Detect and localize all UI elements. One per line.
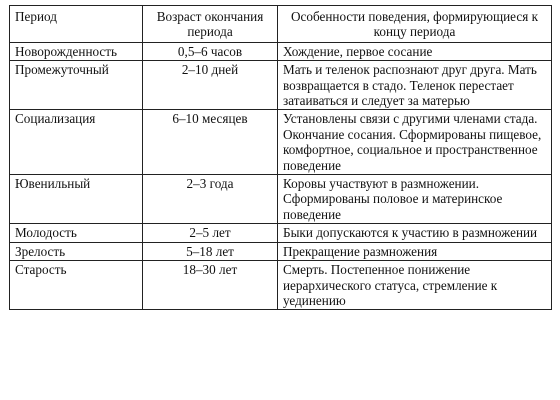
behavior-periods-table: [9, 5, 552, 310]
age-cell: 6–10 месяцев: [143, 110, 278, 175]
behavior-cell: Смерть. Постепенное понижение иерархического статуса, стремление к уединению: [278, 261, 552, 310]
behavior-cell: Установлены связи с другими членами стада. Окончание сосания. Сформированы пищевое, комфортное, социальное и пространственное поведение: [278, 110, 552, 175]
age-cell: 5–18 лет: [143, 242, 278, 260]
header-end-age: Возраст окончания периода: [143, 6, 278, 43]
behavior-cell: Коровы участвуют в размножении. Сформированы половое и материнское поведение: [278, 175, 552, 224]
age-cell: 2–10 дней: [143, 61, 278, 110]
period-cell: Старость: [10, 261, 143, 310]
period-cell: Социализация: [10, 110, 143, 175]
age-cell: 2–5 лет: [143, 224, 278, 242]
period-cell: Промежуточный: [10, 61, 143, 110]
behavior-cell: Прекращение размножения: [278, 242, 552, 260]
table-row: [10, 110, 552, 175]
period-cell: Новорожденность: [10, 42, 143, 60]
table-row: [10, 42, 552, 60]
age-cell: 2–3 года: [143, 175, 278, 224]
table-row: [10, 242, 552, 260]
behavior-cell: Мать и теленок распознают друг друга. Мать возвращается в стадо. Теленок перестает затаиваться и следует за матерью: [278, 61, 552, 110]
table-row: [10, 175, 552, 224]
header-period: Период: [10, 6, 143, 43]
table-row: [10, 224, 552, 242]
table-header-row: [10, 6, 552, 43]
age-cell: 0,5–6 часов: [143, 42, 278, 60]
table-row: [10, 61, 552, 110]
period-cell: Молодость: [10, 224, 143, 242]
behavior-cell: Хождение, первое сосание: [278, 42, 552, 60]
period-cell: Ювенильный: [10, 175, 143, 224]
table-row: [10, 261, 552, 310]
age-cell: 18–30 лет: [143, 261, 278, 310]
header-behavior-features: Особенности поведения, формирующиеся к концу периода: [278, 6, 552, 43]
behavior-cell: Быки допускаются к участию в размножении: [278, 224, 552, 242]
period-cell: Зрелость: [10, 242, 143, 260]
